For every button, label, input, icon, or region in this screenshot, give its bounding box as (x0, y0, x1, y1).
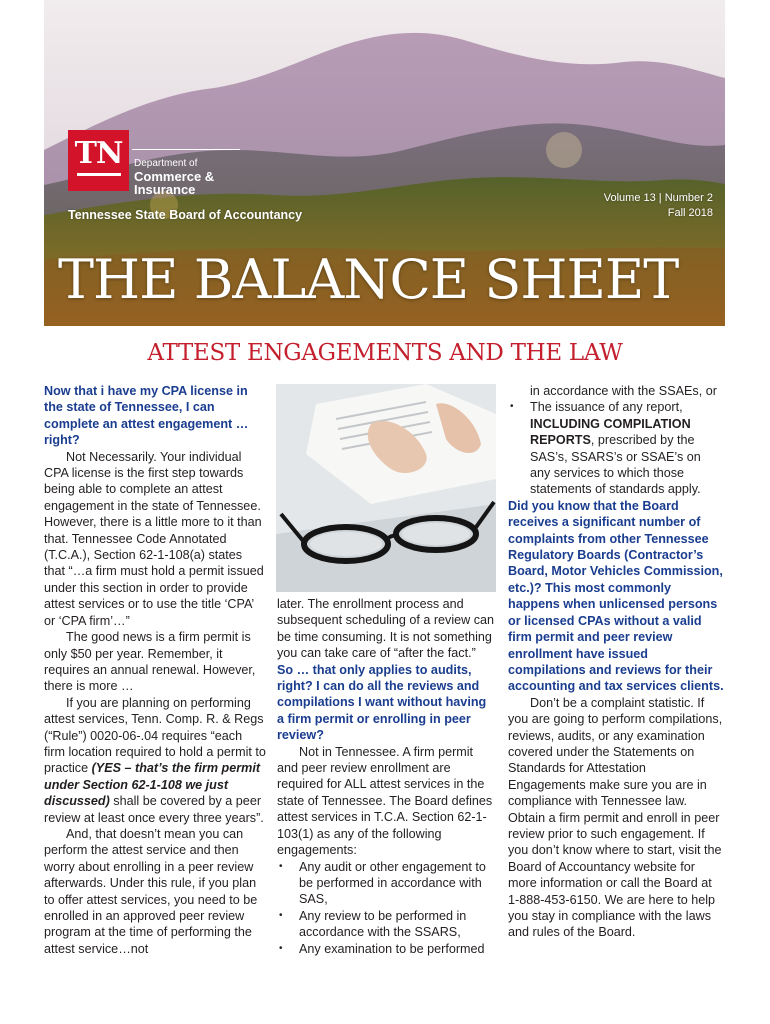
engagement-list-continued (508, 399, 724, 497)
list-item-text: , prescribed by the SAS’s, SSARS’s or SSAE’s on any services to which those statements of standards apply. (530, 433, 701, 497)
paragraph-text: shall be covered by a peer review at least once every three years”. (44, 794, 264, 825)
paragraph (44, 695, 266, 826)
paragraph: later. The enrollment process and subsequent scheduling of a review can be time consuming. It is not something you can take care of “after the fact.” (277, 597, 495, 661)
paragraph: Not in Tennessee. A firm permit and peer review enrollment are required for ALL attest services in the state of Tennessee. The Board defines attest services in T.C.A. Section 62-1-103(1) as any of the following engagements: (277, 744, 493, 858)
engagement-list (277, 859, 495, 957)
paragraph: Don’t be a complaint statistic. If you are going to perform compilations, reviews, audits, or any examination covered under the Statements on Standards for Attestation Engagements make sure you are in compliance with Tennessee law. Obtain a firm permit and enroll in peer review prior to such engagement. If you don’t know where to start, visit the Board of Accountancy website for more information or call the Board at 1-888-453-6150. We are here to help you stay in compliance with the laws and rules of the Board. (508, 695, 723, 940)
issue-info (604, 191, 713, 222)
list-item-text: The issuance of any report, (530, 400, 683, 415)
emphasis-text: (YES – that’s the firm permit under Section 62-1-108 we just discussed) (44, 761, 261, 809)
newsletter-title: THE BALANCE SHEET (58, 248, 679, 311)
paragraph: Not Necessarily. Your individual CPA license is the first step towards being able to complete an attest engagement in the state of Tennessee. However, there is a little more to it than that. Tennessee Code Annotated (T.C.A.), Section 62-1-108(a) states that “…a firm must hold a permit issued under this section in order to provide attest services or to use the title ‘CPA’ or ‘CPA firm’…” (44, 449, 264, 628)
volume-number: Volume 13 | Number 2 (603, 192, 713, 204)
question-2: So … that only applies to audits, right? I can do all the reviews and compilations I want without having a firm permit or enrolling in peer review? (277, 662, 487, 743)
department-prefix: Department of (134, 158, 198, 169)
department-divider (132, 149, 240, 150)
tn-logo-underline (77, 173, 121, 176)
article-headline: ATTEST ENGAGEMENTS AND THE LAW (147, 340, 623, 366)
paragraph-text: If you are planning on performing attest services, Tenn. Comp. R. & Regs (“Rule”) 0020-06-.04 requires “each firm location required to hold a permit to practice (44, 695, 266, 776)
paragraph: And, that doesn’t mean you can perform the attest service and then worry about enrolling in a peer review afterwards. Under this rule, if you plan to offer attest services, you need to be enrolled in an approved peer review program at the time of performing the attest service…not (44, 826, 258, 956)
list-item (508, 399, 724, 497)
department-line-2: Insurance (134, 182, 196, 198)
article-column-3 (508, 383, 724, 941)
article-column-1 (44, 383, 266, 957)
reading-glasses-photo (276, 384, 496, 592)
question-3: Did you know that the Board receives a significant number of complaints from other Tennessee Regulatory Boards (Contractor’s Board, Motor Vehicles Commission, etc.)? This most commonly happens when unlicensed persons or licensed CPAs without a valid firm permit and peer review enrollment have issued compilations and reviews for their accounting and tax services clients. (508, 498, 724, 694)
glasses-and-paper-illustration (276, 384, 496, 592)
issue-season: Fall 2018 (667, 207, 713, 220)
article-column-2 (277, 596, 495, 957)
question-1: Now that i have my CPA license in the state of Tennessee, I can complete an attest engagement … right? (44, 384, 249, 448)
department-line-1: Commerce & (134, 168, 215, 184)
board-name: Tennessee State Board of Accountancy (68, 208, 303, 222)
list-item: • Any audit or other engagement to be performed in accordance with SAS, (277, 859, 495, 908)
list-item: • Any examination to be performed (277, 941, 495, 957)
list-item-bold-text: INCLUDING COMPILATION REPORTS (530, 416, 691, 448)
tn-logo (68, 130, 129, 191)
masthead-banner (44, 0, 725, 326)
list-item: • Any review to be performed in accordance with the SSARS, (277, 908, 495, 941)
list-item-continuation: in accordance with the SSAEs, or (530, 384, 717, 398)
department-name (134, 159, 214, 197)
tn-logo-text: TN (74, 136, 123, 171)
paragraph: The good news is a firm permit is only $50 per year. Remember, it requires an annual renewal. However, there is more … (44, 630, 256, 694)
